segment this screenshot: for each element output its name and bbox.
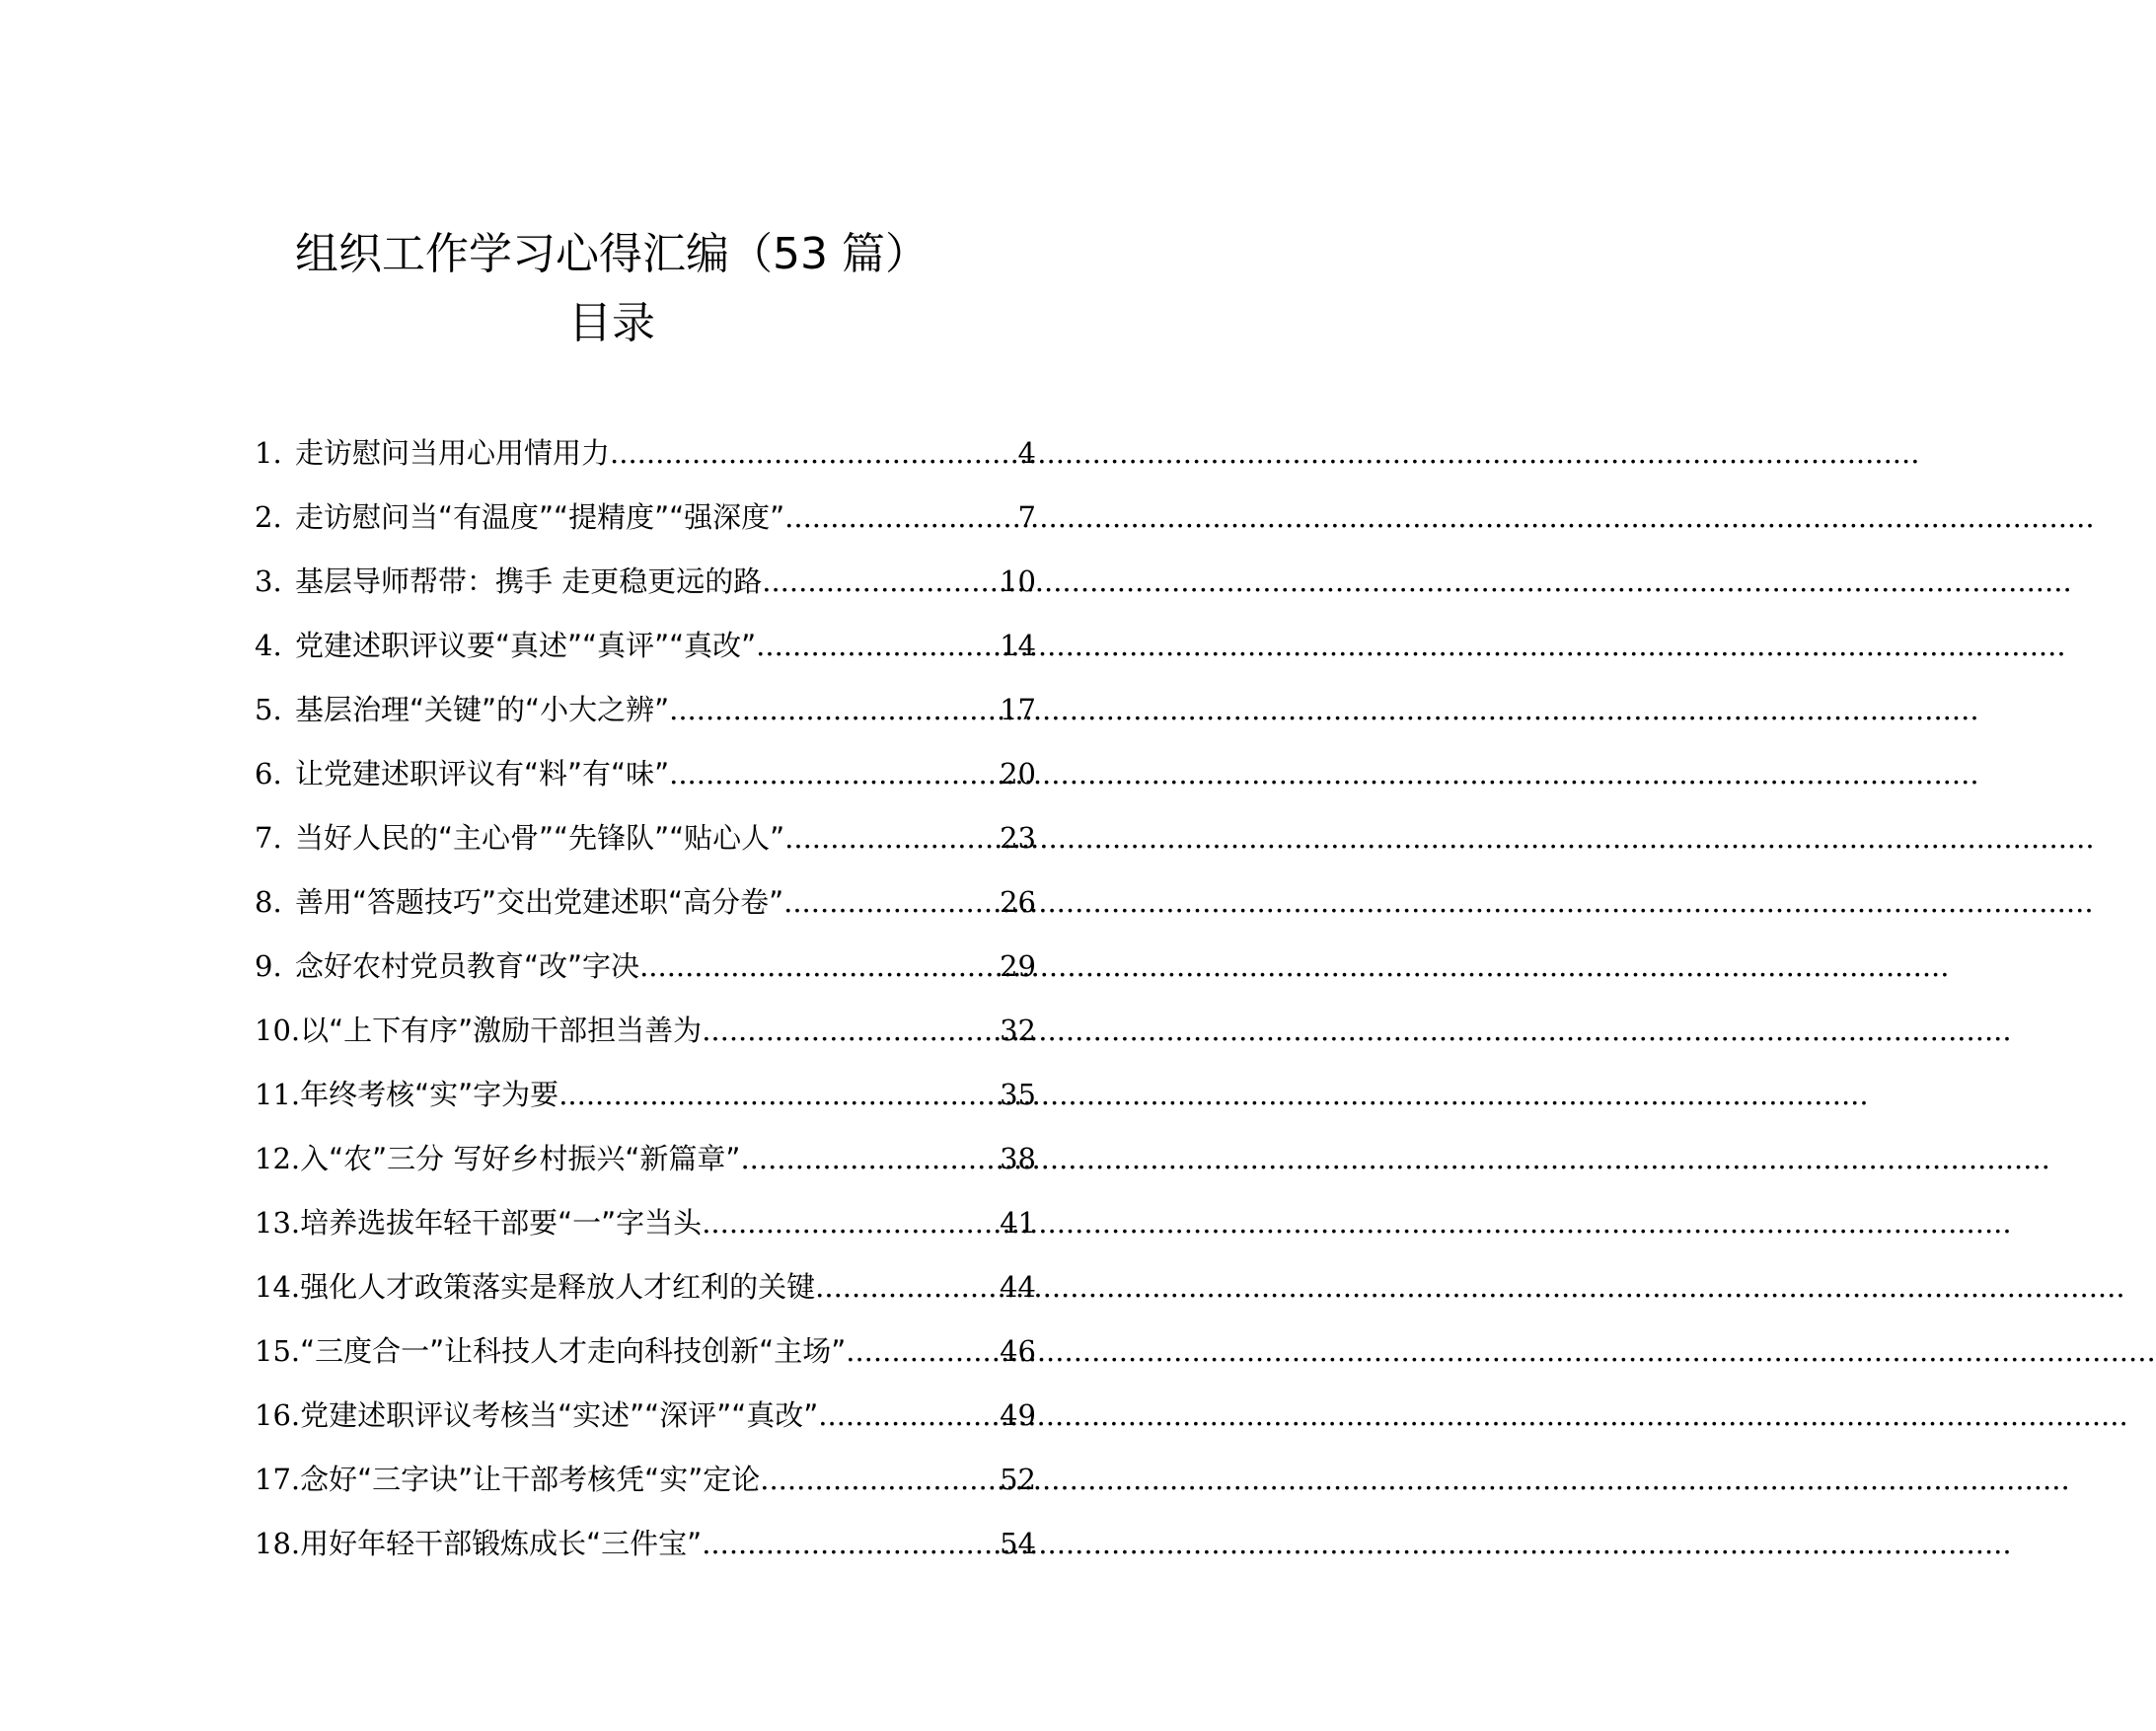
toc-entry[interactable] [255, 614, 1036, 678]
toc-entry-number: 13. [255, 1206, 301, 1240]
toc-entry-number: 4. [255, 629, 282, 662]
toc-entry-title: 基层导师帮带：携手 走更稳更远的路 [295, 564, 763, 598]
toc-entry[interactable] [255, 550, 1036, 614]
toc-entry-page: 7 [1017, 500, 1036, 534]
toc-entry[interactable] [255, 421, 1036, 486]
toc-entry-title: 年终考核“实”字为要 [300, 1078, 559, 1111]
toc-entry[interactable] [255, 678, 1036, 742]
toc-entry-title: 党建述职评议考核当“实述”“深评”“真改” [300, 1398, 819, 1432]
toc-entry-title: 善用“答题技巧”交出党建述职“高分卷” [295, 885, 784, 919]
toc-entry-page: 49 [1000, 1398, 1036, 1432]
toc-entry[interactable] [255, 1255, 1036, 1319]
toc-entry-title: 党建述职评议要“真述”“真评”“真改” [295, 629, 757, 662]
toc-entry-number: 1. [255, 436, 282, 470]
toc-entry-number: 6. [255, 757, 282, 790]
toc-entry[interactable] [255, 935, 1036, 999]
toc-entry-page: 10 [1000, 564, 1036, 598]
dot-leader [760, 1448, 1000, 1512]
toc-entry[interactable] [255, 806, 1036, 870]
dot-leader [784, 806, 1000, 870]
dot-leader [669, 678, 1000, 742]
toc-entry-title: 以“上下有序”激励干部担当善为 [300, 1014, 703, 1047]
toc-entry[interactable] [255, 1127, 1036, 1191]
toc-entry-title: 念好农村党员教育“改”字决 [295, 949, 640, 983]
toc-entry-page: 26 [1000, 885, 1036, 919]
toc-entry[interactable] [255, 1191, 1036, 1255]
dot-leader [756, 614, 1000, 678]
dot-leader [639, 935, 1000, 999]
dot-leader [762, 550, 1000, 614]
toc-entry-page: 4 [1017, 436, 1036, 470]
toc-entry[interactable] [255, 1063, 1036, 1127]
dot-leader [818, 1384, 1000, 1448]
dot-leader [669, 742, 1000, 806]
dot-leader [783, 870, 1000, 935]
toc-entry-number: 3. [255, 564, 282, 598]
toc-entry-page: 20 [1000, 757, 1036, 790]
document-title: 组织工作学习心得汇编（53 篇） [295, 229, 929, 279]
toc-entry-number: 15. [255, 1334, 301, 1368]
toc-entry-title: 培养选拔年轻干部要“一”字当头 [300, 1206, 703, 1240]
toc-entry-title: “三度合一”让科技人才走向科技创新“主场” [300, 1334, 847, 1368]
toc-entry[interactable] [255, 742, 1036, 806]
toc-entry-page: 17 [1000, 693, 1036, 726]
toc-entry[interactable] [255, 1512, 1036, 1576]
dot-leader [702, 999, 1000, 1063]
dot-leader [740, 1127, 1000, 1191]
toc-entry-page: 52 [1000, 1463, 1036, 1496]
toc-entry-number: 16. [255, 1398, 301, 1432]
toc-entry-title: 用好年轻干部锻炼成长“三件宝” [300, 1527, 703, 1560]
dot-leader [702, 1191, 1000, 1255]
toc-entry-title: 基层治理“关键”的“小大之辨” [295, 693, 670, 726]
dot-leader [558, 1063, 1000, 1127]
toc-heading: 目录 [568, 298, 655, 348]
table-of-contents [255, 421, 1036, 1576]
dot-leader [846, 1319, 1000, 1384]
toc-entry-page: 29 [1000, 949, 1036, 983]
toc-entry-number: 5. [255, 693, 282, 726]
toc-entry-number: 18. [255, 1527, 301, 1560]
toc-entry[interactable] [255, 870, 1036, 935]
toc-entry[interactable] [255, 1448, 1036, 1512]
toc-entry-number: 17. [255, 1463, 301, 1496]
toc-entry[interactable] [255, 486, 1036, 550]
toc-entry-title: 走访慰问当用心用情用力 [295, 436, 611, 470]
toc-entry-page: 46 [1000, 1334, 1036, 1368]
toc-entry-title: 走访慰问当“有温度”“提精度”“强深度” [295, 500, 785, 534]
toc-entry-number: 7. [255, 821, 282, 855]
toc-entry-title: 强化人才政策落实是释放人才红利的关键 [300, 1270, 816, 1304]
toc-entry-page: 54 [1000, 1527, 1036, 1560]
dot-leader [784, 486, 1017, 550]
toc-entry[interactable] [255, 1319, 1036, 1384]
toc-entry-number: 10. [255, 1014, 301, 1047]
toc-entry-number: 11. [255, 1078, 301, 1111]
toc-entry[interactable] [255, 1384, 1036, 1448]
toc-entry-page: 32 [1000, 1014, 1036, 1047]
toc-entry-number: 14. [255, 1270, 301, 1304]
toc-entry-number: 2. [255, 500, 282, 534]
toc-entry-page: 14 [1000, 629, 1036, 662]
toc-entry-title: 让党建述职评议有“料”有“味” [295, 757, 670, 790]
dot-leader [815, 1255, 1000, 1319]
toc-entry-number: 9. [255, 949, 282, 983]
toc-entry-title: 当好人民的“主心骨”“先锋队”“贴心人” [295, 821, 785, 855]
dot-leader [610, 421, 1018, 486]
dot-leader [702, 1512, 1000, 1576]
toc-entry-page: 23 [1000, 821, 1036, 855]
toc-entry-title: 念好“三字诀”让干部考核凭“实”定论 [300, 1463, 761, 1496]
toc-entry-page: 38 [1000, 1142, 1036, 1175]
toc-entry-number: 12. [255, 1142, 301, 1175]
toc-entry-page: 41 [1000, 1206, 1036, 1240]
toc-entry-title: 入“农”三分 写好乡村振兴“新篇章” [300, 1142, 741, 1175]
toc-entry-number: 8. [255, 885, 282, 919]
toc-entry[interactable] [255, 999, 1036, 1063]
toc-entry-page: 44 [1000, 1270, 1036, 1304]
toc-entry-page: 35 [1000, 1078, 1036, 1111]
